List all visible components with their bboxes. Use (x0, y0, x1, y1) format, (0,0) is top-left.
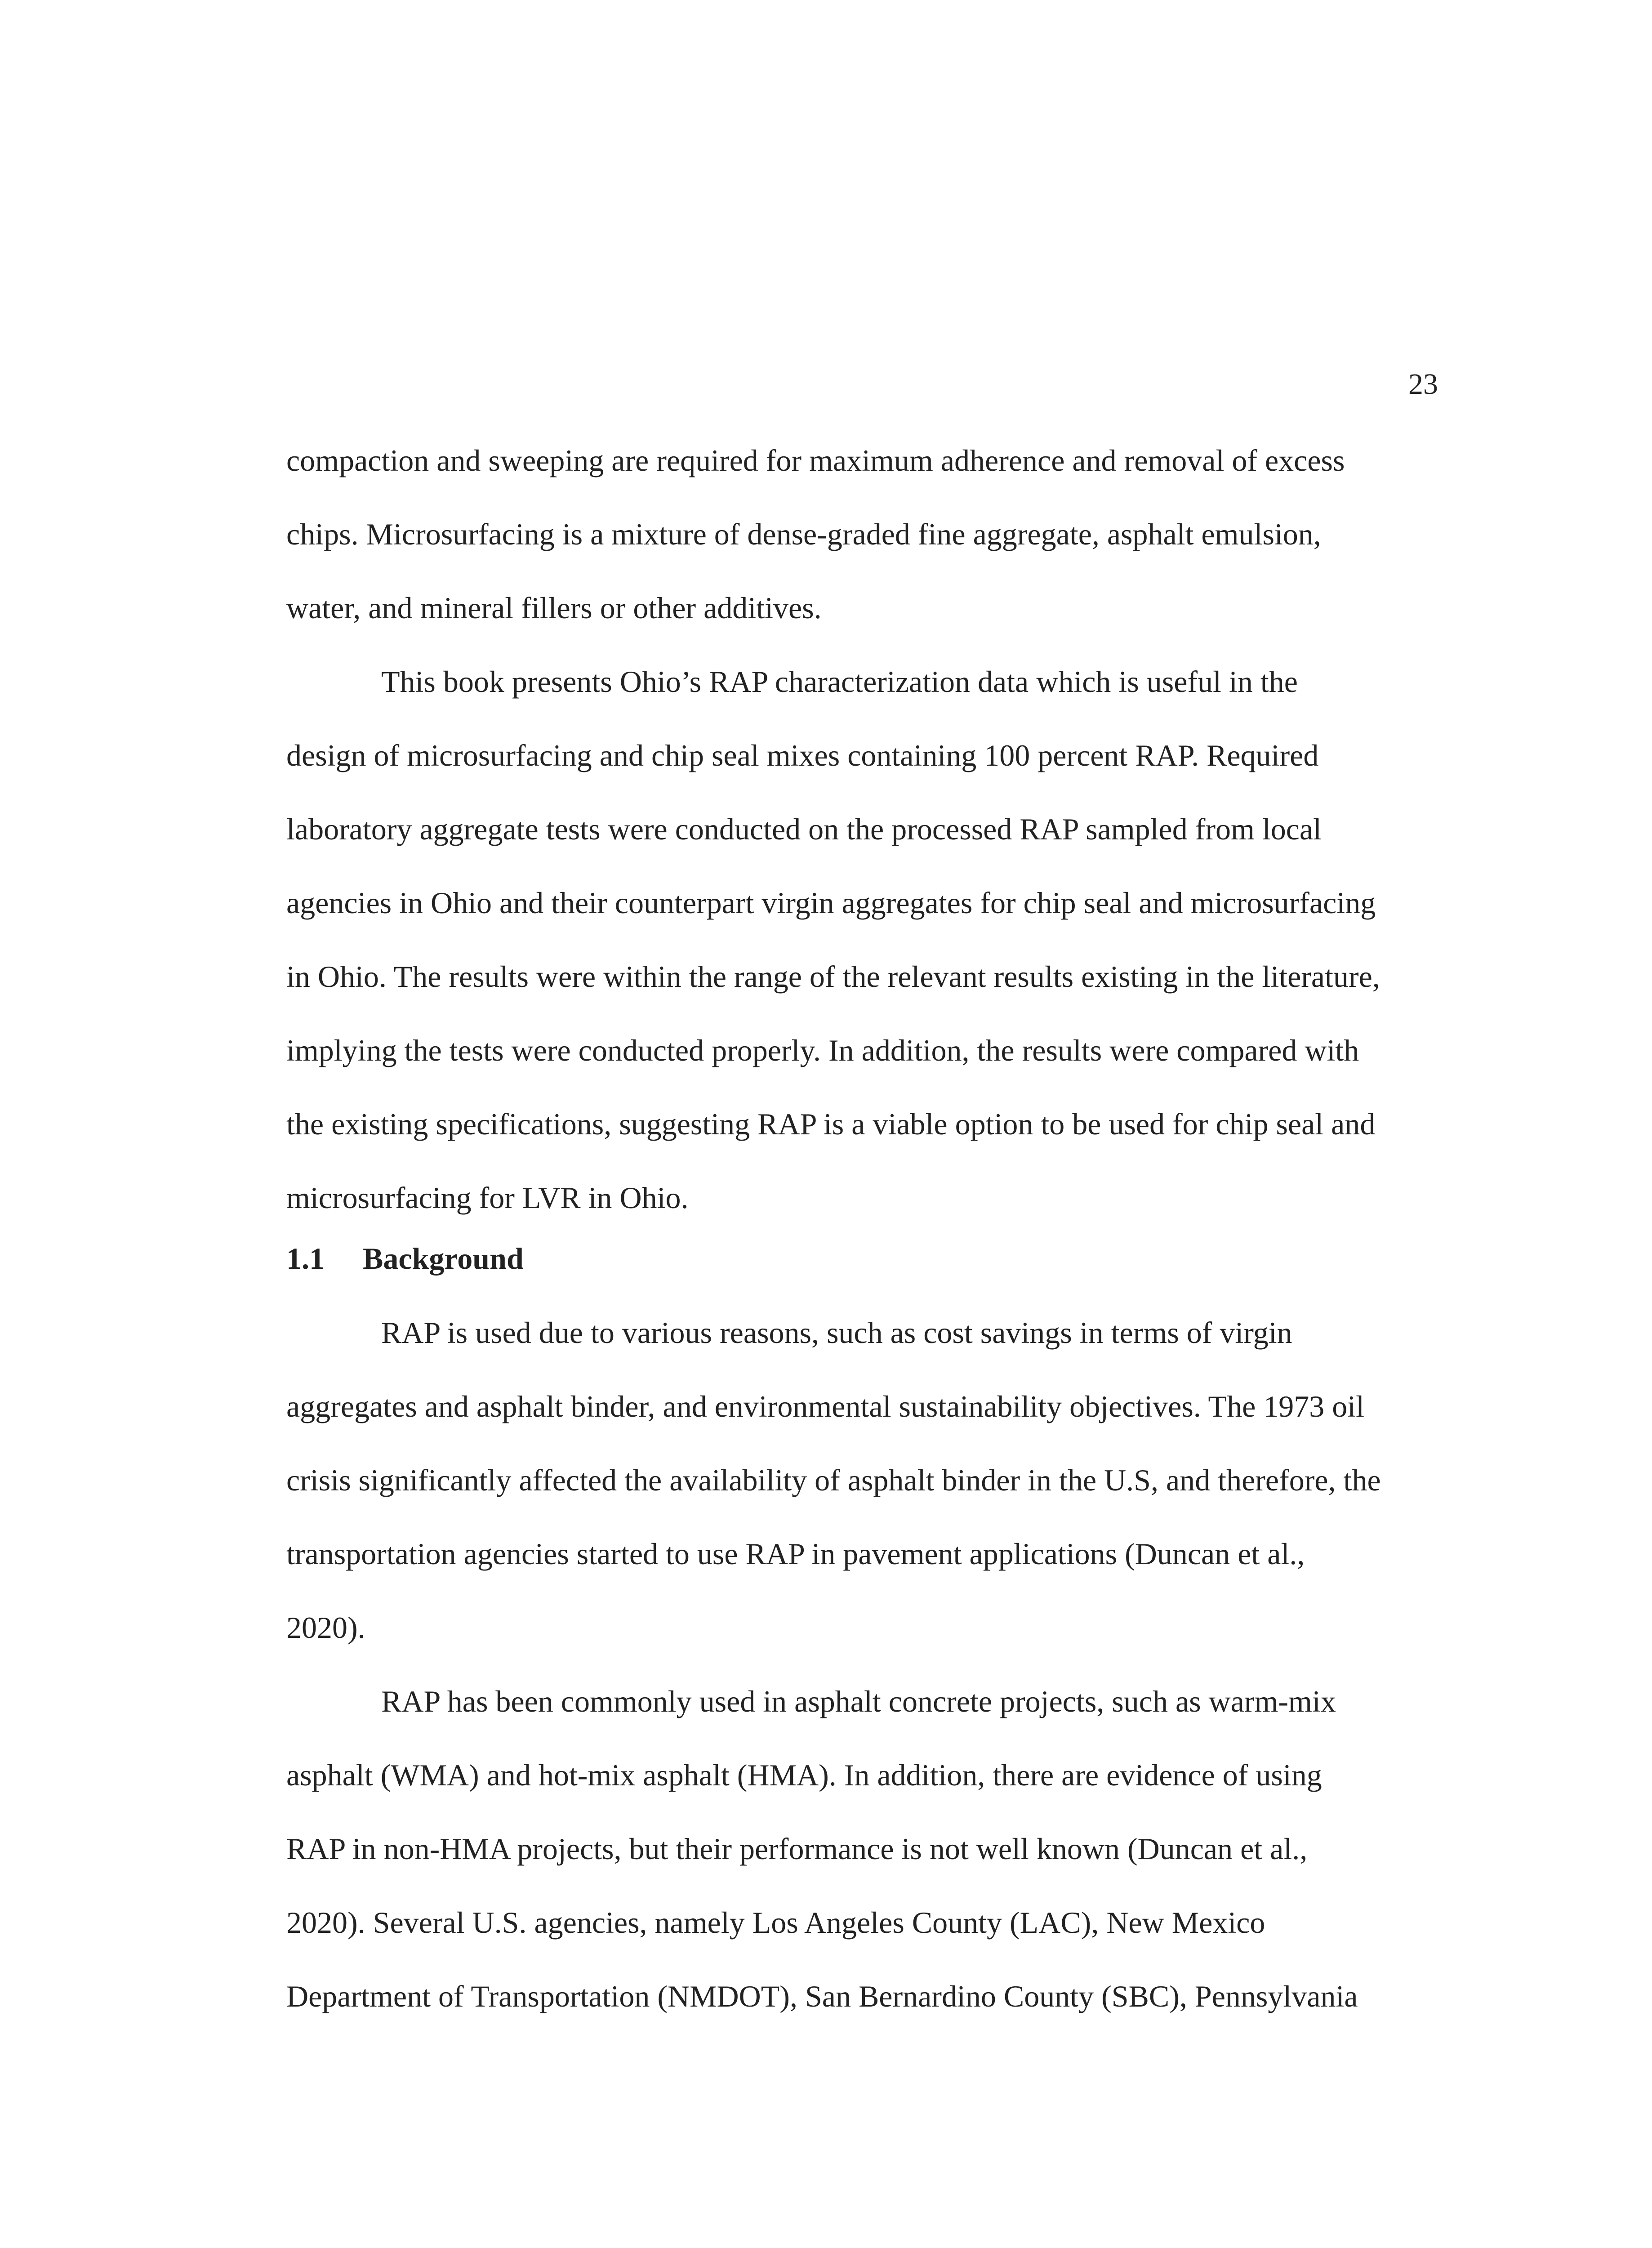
paragraph-2-line-1: This book presents Ohio’s RAP characterization data which is useful in the (381, 665, 1298, 699)
paragraph-3-line-5: 2020). (286, 1610, 365, 1645)
paragraph-3-line-2: aggregates and asphalt binder, and environmental sustainability objectives. The 1973 oil (286, 1389, 1365, 1423)
paragraph-3-line-3: crisis significantly affected the availability of asphalt binder in the U.S, and therefore, the (286, 1463, 1381, 1497)
paragraph-4-line-3: RAP in non-HMA projects, but their performance is not well known (Duncan et al., (286, 1832, 1308, 1866)
paragraph-4-line-2: asphalt (WMA) and hot-mix asphalt (HMA). In addition, there are evidence of using (286, 1758, 1322, 1792)
section-heading (286, 1243, 524, 1274)
paragraph-4-line-5: Department of Transportation (NMDOT), San Bernardino County (SBC), Pennsylvania (286, 1979, 1358, 2013)
page-number: 23 (1408, 368, 1438, 401)
paragraph-2-line-4: agencies in Ohio and their counterpart virgin aggregates for chip seal and microsurfacing (286, 886, 1376, 920)
paragraph-1-line-3: water, and mineral fillers or other additives. (286, 591, 822, 625)
paragraph-2-line-8: microsurfacing for LVR in Ohio. (286, 1181, 689, 1215)
paragraph-2-line-5: in Ohio. The results were within the range of the relevant results existing in the literature, (286, 959, 1380, 994)
paragraph-2-line-3: laboratory aggregate tests were conducted on the processed RAP sampled from local (286, 812, 1322, 846)
paragraph-1-line-1: compaction and sweeping are required for maximum adherence and removal of excess (286, 443, 1345, 477)
paragraph-3-line-1: RAP is used due to various reasons, such as cost savings in terms of virgin (381, 1316, 1292, 1350)
paragraph-4-line-1: RAP has been commonly used in asphalt concrete projects, such as warm-mix (381, 1684, 1336, 1718)
section-number: 1.1 (286, 1241, 325, 1276)
paragraph-2-line-6: implying the tests were conducted properly. In addition, the results were compared with (286, 1033, 1359, 1067)
paragraph-2-line-7: the existing specifications, suggesting RAP is a viable option to be used for chip seal and (286, 1107, 1376, 1141)
section-title: Background (363, 1241, 524, 1276)
paragraph-4-line-4: 2020). Several U.S. agencies, namely Los Angeles County (LAC), New Mexico (286, 1905, 1265, 1940)
paragraph-2-line-2: design of microsurfacing and chip seal mixes containing 100 percent RAP. Required (286, 738, 1319, 772)
paragraph-1-line-2: chips. Microsurfacing is a mixture of dense-graded fine aggregate, asphalt emulsion, (286, 517, 1321, 551)
paragraph-3-line-4: transportation agencies started to use RAP in pavement applications (Duncan et al., (286, 1537, 1305, 1571)
